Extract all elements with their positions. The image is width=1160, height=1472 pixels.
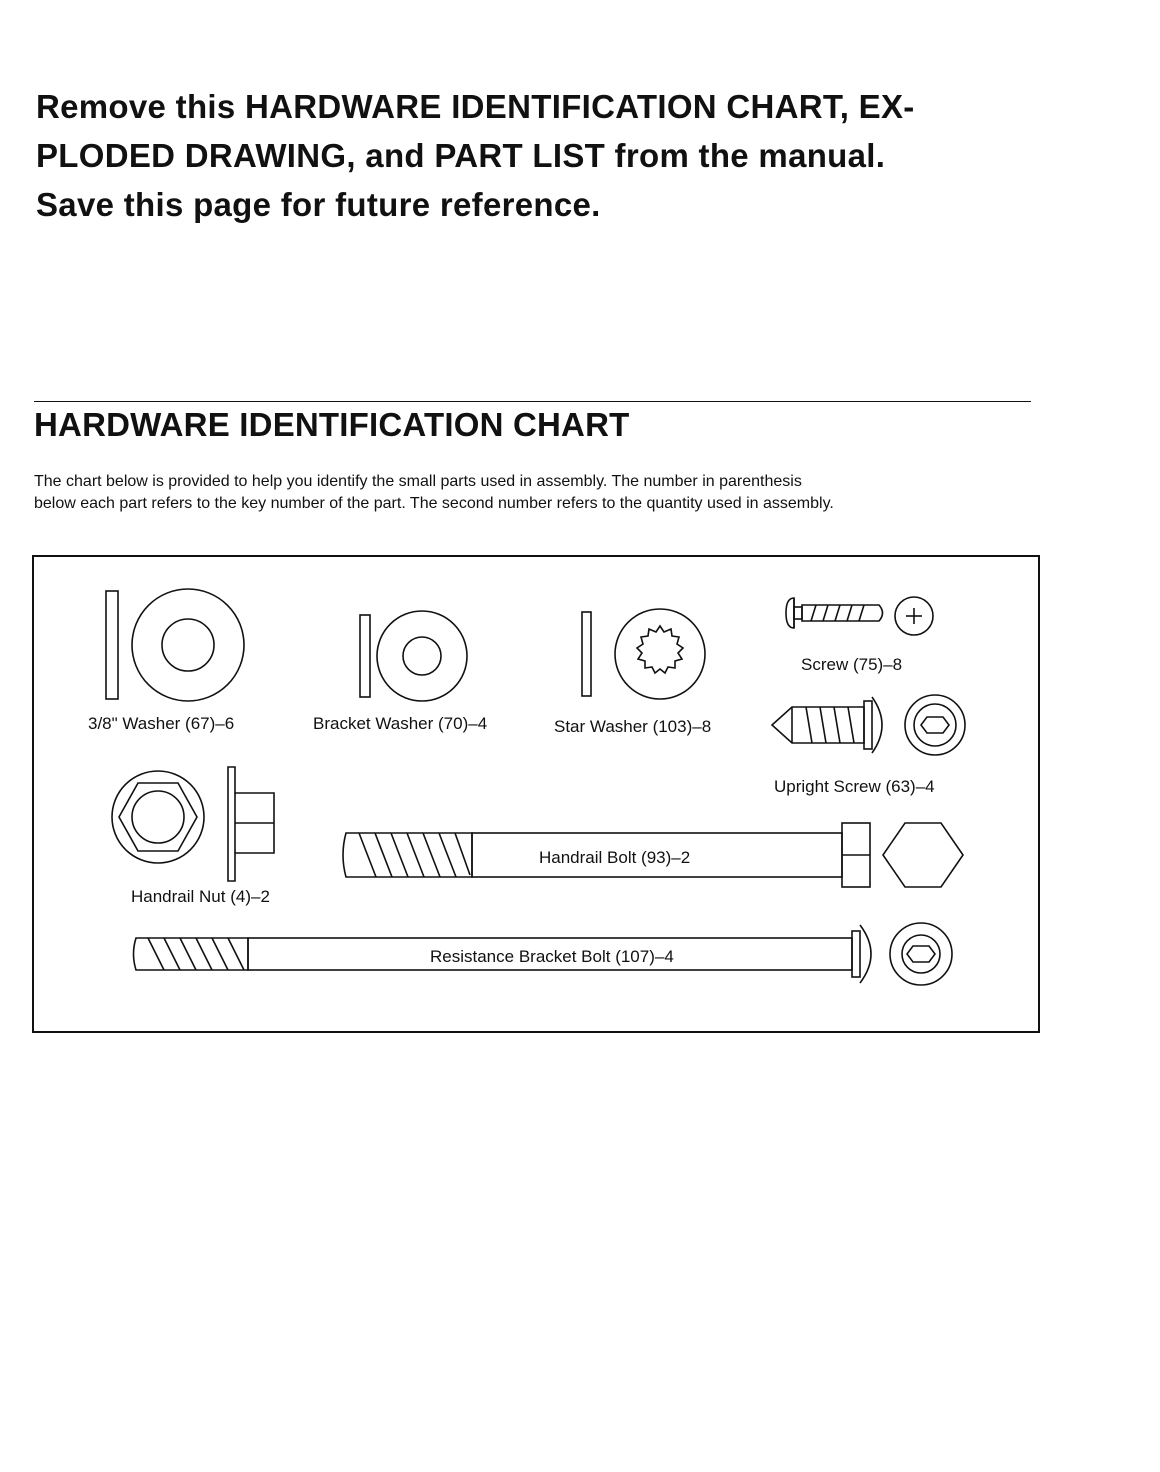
section-divider — [34, 401, 1031, 402]
label-upright-screw: Upright Screw (63)–4 — [774, 777, 935, 796]
label-handrail-bolt: Handrail Bolt (93)–2 — [539, 848, 691, 867]
section-title: HARDWARE IDENTIFICATION CHART — [34, 406, 630, 443]
intro-line-3: Save this page for future reference. — [36, 186, 601, 223]
label-screw: Screw (75)–8 — [801, 655, 903, 674]
description-line-1: The chart below is provided to help you identify the small parts used in assembly. The number in parenthesis — [34, 473, 802, 490]
intro-line-1: Remove this HARDWARE IDENTIFICATION CHART, EX- — [36, 88, 915, 125]
washer-38-drawing — [106, 589, 244, 701]
section-description — [34, 471, 1044, 515]
label-resistance-bracket-bolt: Resistance Bracket Bolt (107)–4 — [430, 947, 674, 966]
hardware-chart — [32, 555, 1040, 1033]
description-line-2: below each part refers to the key number of the part. The second number refers to the quantity used in assembly. — [34, 495, 834, 512]
handrail-nut-drawing — [112, 767, 274, 881]
label-bracket-washer: Bracket Washer (70)–4 — [313, 714, 488, 733]
label-washer-38: 3/8" Washer (67)–6 — [88, 714, 235, 733]
screw-drawing — [786, 597, 933, 635]
label-star-washer: Star Washer (103)–8 — [554, 717, 712, 736]
label-handrail-nut: Handrail Nut (4)–2 — [131, 887, 270, 906]
intro-line-2: PLODED DRAWING, and PART LIST from the manual. — [36, 137, 886, 174]
upright-screw-drawing — [772, 695, 965, 755]
star-washer-drawing — [582, 609, 705, 699]
intro-heading — [36, 82, 1036, 229]
bracket-washer-drawing — [360, 611, 467, 701]
